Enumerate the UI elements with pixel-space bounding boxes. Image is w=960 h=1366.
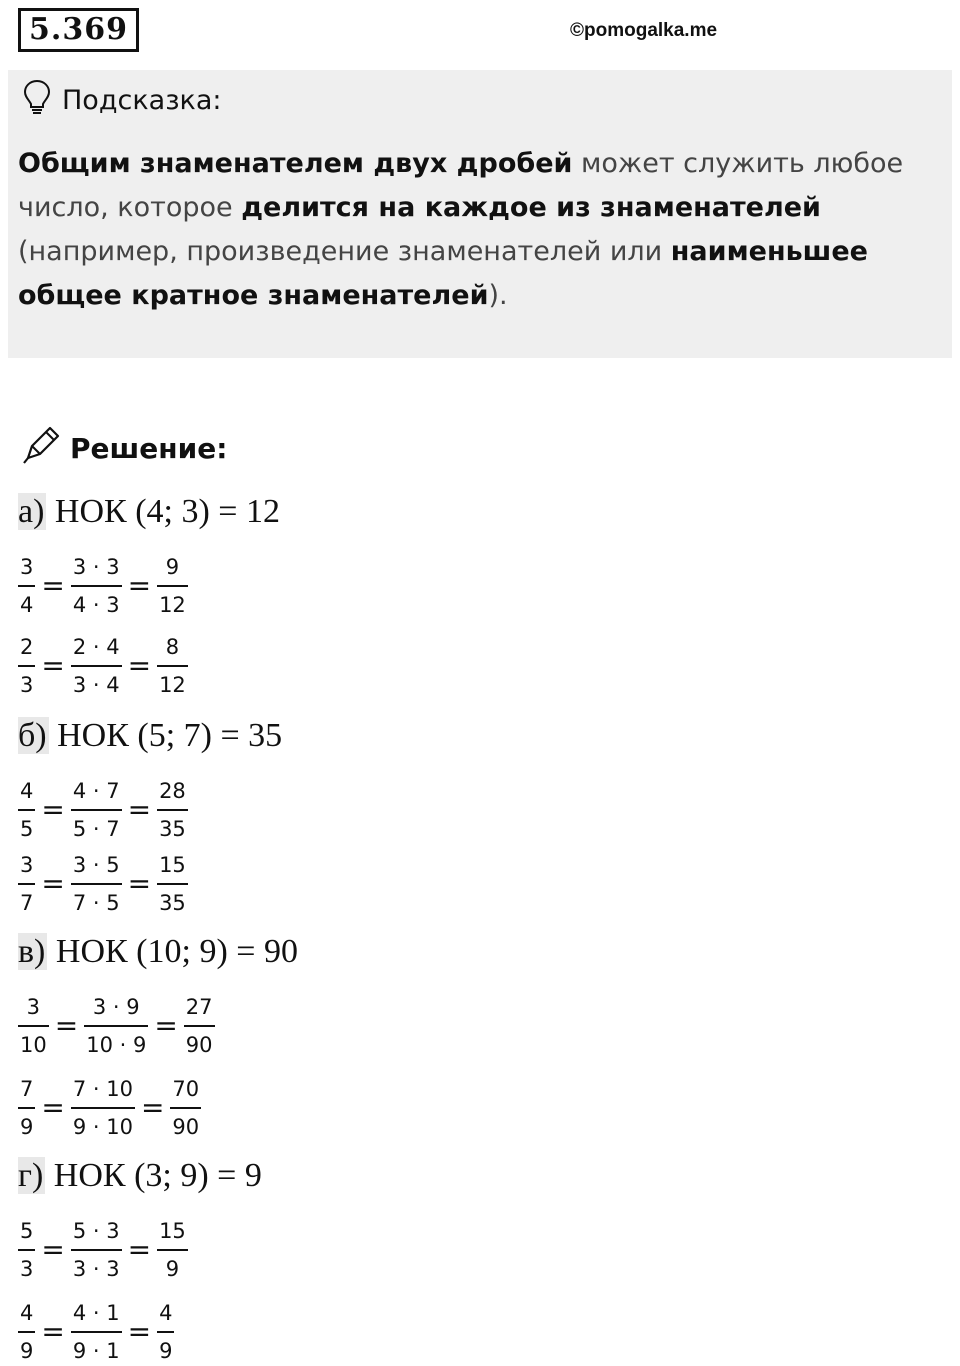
fraction [71,1074,135,1142]
fraction [71,850,122,918]
fraction-bar [71,1107,135,1109]
fraction-bar [18,809,35,811]
numerator: 3 [20,853,34,877]
denominator: 10 · 9 [86,1033,147,1057]
fraction-bar [18,665,35,667]
fraction [18,992,49,1060]
fraction [18,776,35,844]
denominator: 9 [159,1339,173,1363]
fraction [157,1298,174,1366]
pencil-icon [20,424,62,473]
denominator: 5 · 7 [72,817,120,841]
fraction-bar [84,1025,148,1027]
numerator: 4 · 7 [72,779,120,803]
numerator: 2 · 4 [72,635,120,659]
equals-sign: = [140,1091,165,1124]
denominator: 3 · 3 [72,1257,120,1281]
equals-sign: = [41,569,65,602]
denominator: 35 [159,891,186,915]
numerator: 3 · 9 [92,995,140,1019]
fraction-bar [157,585,188,587]
numerator: 70 [172,1077,200,1101]
fraction-bar [71,809,122,811]
numerator: 8 [165,635,180,659]
fraction-bar [18,1331,35,1333]
fraction [184,992,215,1060]
lcm-statement: НОК (5; 7) = 35 [48,717,283,754]
part-heading [18,716,282,756]
denominator: 12 [159,593,186,617]
solution-header [20,424,227,473]
denominator: 3 [20,1257,34,1281]
equals-sign: = [127,793,152,826]
denominator: 4 [20,593,34,617]
fraction [18,1074,35,1142]
denominator: 90 [185,1033,213,1057]
hint-text [18,142,918,318]
equals-sign: = [41,867,65,900]
denominator: 5 [20,817,34,841]
hint-text-segment: может служить любое число, которое [18,148,904,223]
denominator: 3 [20,673,34,697]
equals-sign: = [41,1315,65,1348]
part-letter: б) [18,717,47,754]
fraction [71,1298,122,1366]
fraction [157,632,188,700]
solution-title: Решение: [70,432,228,465]
numerator: 4 [20,779,34,803]
fraction [18,552,35,620]
part-heading [18,932,298,972]
fraction-equation [18,1074,201,1142]
denominator: 90 [172,1115,200,1139]
numerator: 7 [20,1077,34,1101]
numerator: 3 [26,995,41,1019]
numerator: 3 · 3 [72,555,120,579]
lightbulb-icon [22,78,52,123]
fraction [157,552,188,620]
fraction-equation [18,776,188,844]
fraction-bar [157,1331,174,1333]
part-heading [18,1156,262,1196]
fraction [18,1298,35,1366]
denominator: 9 [165,1257,180,1281]
fraction [71,552,122,620]
denominator: 9 · 10 [72,1115,133,1139]
fraction-bar [184,1025,215,1027]
fraction [71,776,122,844]
fraction-equation [18,552,188,620]
fraction [18,850,35,918]
hint-text-segment: ). [488,280,508,311]
numerator: 9 [165,555,180,579]
fraction-bar [71,585,122,587]
equals-sign: = [41,649,65,682]
equals-sign: = [154,1009,178,1042]
fraction [18,632,35,700]
numerator: 27 [185,995,213,1019]
fraction-bar [157,1249,188,1251]
fraction-equation [18,632,188,700]
denominator: 4 · 3 [72,593,120,617]
equals-sign: = [127,867,152,900]
lcm-statement: НОК (4; 3) = 12 [46,493,280,530]
numerator: 7 · 10 [72,1077,133,1101]
numerator: 5 · 3 [72,1219,120,1243]
numerator: 5 [20,1219,34,1243]
part-letter: а) [18,493,45,530]
fraction-equation [18,850,188,918]
fraction-bar [18,1249,35,1251]
hint-title: Подсказка: [62,85,222,116]
part-letter: г) [18,1157,44,1194]
equals-sign: = [127,1315,152,1348]
hint-bold-text: Общим знаменателем двух дробей [18,148,573,179]
part-heading [18,492,280,532]
fraction [71,1216,122,1284]
site-watermark: ©pomogalka.me [570,20,718,41]
denominator: 12 [159,673,186,697]
numerator: 3 · 5 [72,853,120,877]
denominator: 35 [159,817,186,841]
fraction-bar [71,665,122,667]
fraction-bar [157,809,188,811]
numerator: 28 [159,779,186,803]
numerator: 4 [20,1301,34,1325]
fraction-equation [18,992,215,1060]
fraction [157,850,188,918]
denominator: 10 [20,1033,47,1057]
lcm-statement: НОК (3; 9) = 9 [45,1157,262,1194]
fraction-bar [71,883,122,885]
fraction [84,992,148,1060]
fraction [18,1216,35,1284]
fraction-bar [18,1107,35,1109]
fraction-bar [157,665,188,667]
denominator: 9 [20,1339,34,1363]
part-letter: в) [18,933,46,970]
task-number: 5.369 [18,8,139,52]
fraction [157,1216,188,1284]
equals-sign: = [127,1233,152,1266]
equals-sign: = [41,1233,65,1266]
fraction-bar [18,883,35,885]
denominator: 9 [20,1115,34,1139]
numerator: 3 [20,555,34,579]
fraction-bar [71,1331,122,1333]
fraction [71,632,122,700]
fraction-bar [170,1107,201,1109]
fraction-bar [71,1249,122,1251]
hint-header [22,78,222,123]
equals-sign: = [41,793,65,826]
denominator: 9 · 1 [72,1339,120,1363]
denominator: 7 [20,891,34,915]
equals-sign: = [127,649,152,682]
fraction-bar [18,1025,49,1027]
fraction [157,776,188,844]
numerator: 15 [159,1219,186,1243]
denominator: 3 · 4 [72,673,120,697]
fraction-bar [18,585,35,587]
fraction-equation [18,1298,174,1366]
equals-sign: = [54,1009,79,1042]
denominator: 7 · 5 [72,891,120,915]
numerator: 4 · 1 [72,1301,120,1325]
hint-bold-text: наименьшее общее кратное знаменателей [18,236,868,311]
equals-sign: = [41,1091,65,1124]
lcm-statement: НОК (10; 9) = 90 [47,933,298,970]
equals-sign: = [127,569,152,602]
hint-bold-text: делится на каждое из знаменателей [241,192,821,223]
numerator: 2 [20,635,34,659]
fraction-bar [157,883,188,885]
numerator: 15 [159,853,186,877]
fraction-equation [18,1216,188,1284]
numerator: 4 [159,1301,173,1325]
fraction [170,1074,201,1142]
hint-text-segment: (например, произведение знаменателей или [18,236,671,267]
